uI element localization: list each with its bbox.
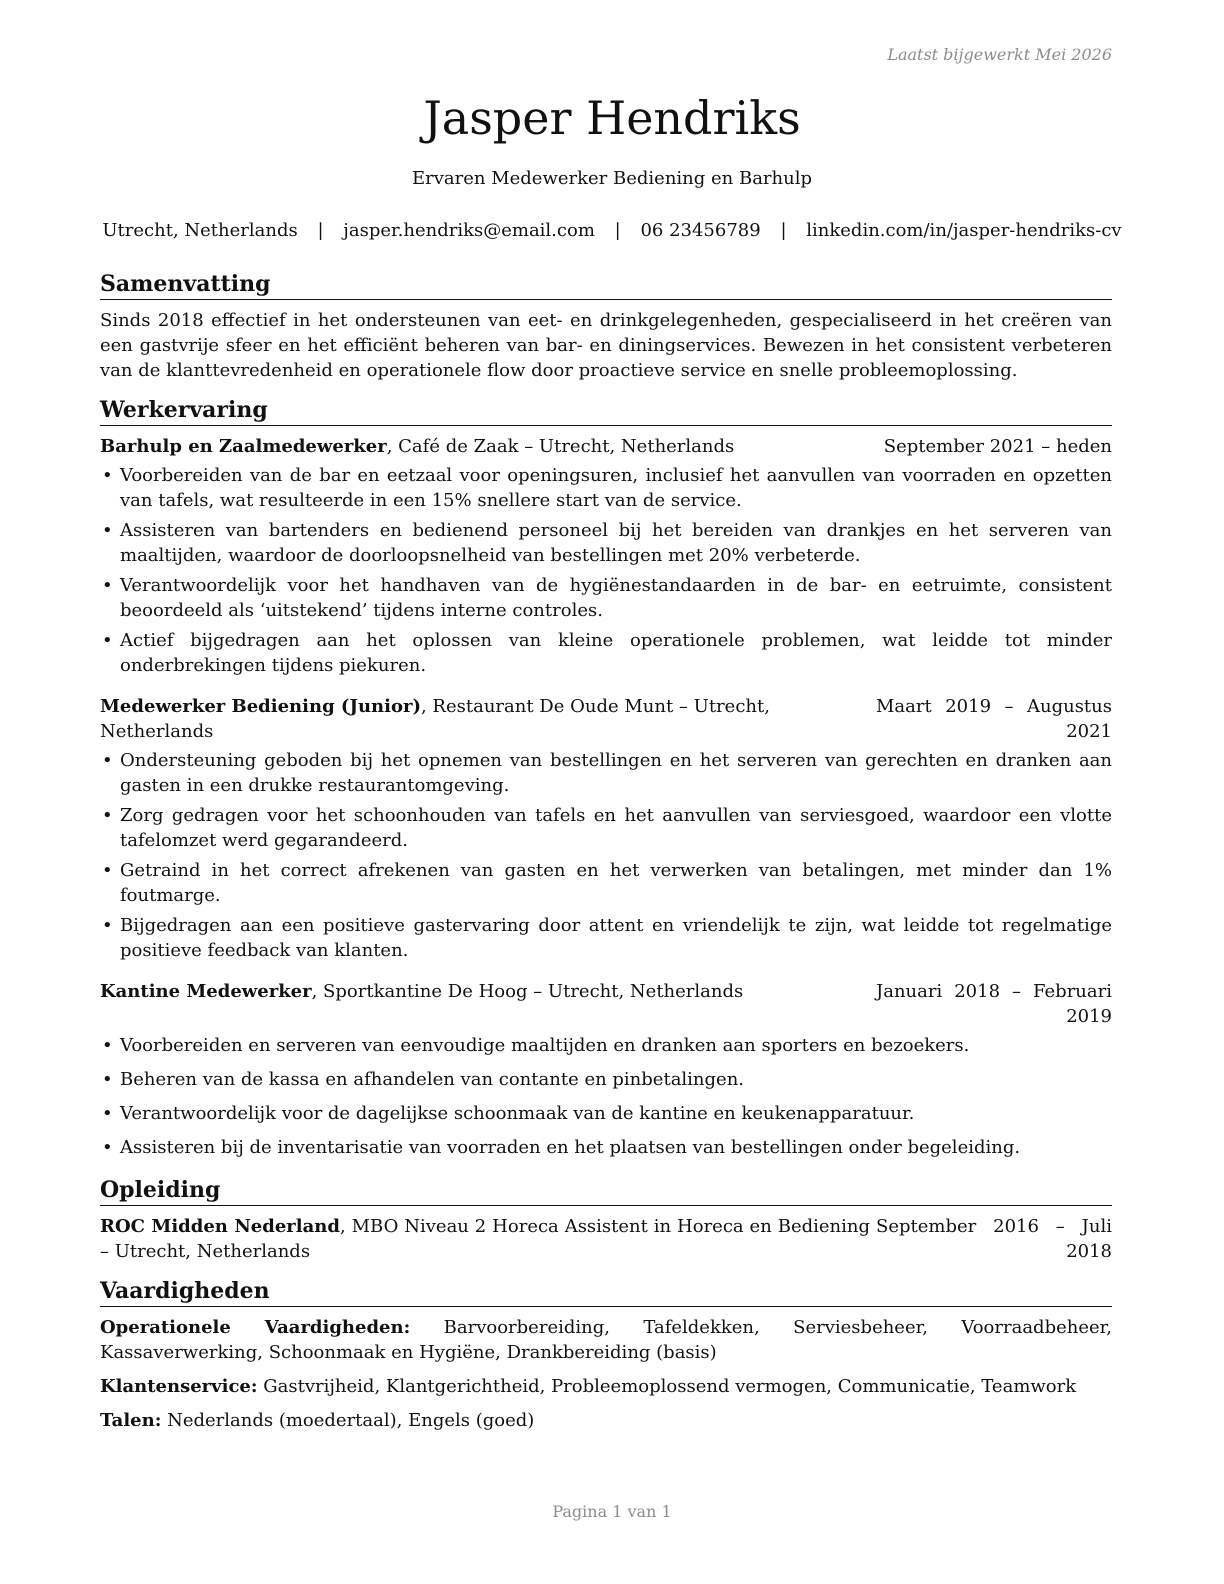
education-institution: ROC Midden Nederland bbox=[100, 1216, 340, 1237]
job-dates bbox=[876, 694, 1112, 744]
job-title-line bbox=[100, 979, 876, 1004]
contact-separator: | bbox=[614, 220, 621, 241]
contact-linkedin[interactable]: linkedin.com/in/jasper-hendriks-cv bbox=[806, 220, 1122, 241]
skill-label: Klantenservice: bbox=[100, 1376, 258, 1397]
job-company: , Restaurant De Oude Munt – Utrecht, Netherlands bbox=[100, 696, 770, 742]
list-item: • Verantwoordelijk voor het handhaven van de hygiënestandaarden in de bar- en eetruimte, consistent beoordeeld als ‘uitstekend’ tijdens interne controles. bbox=[100, 573, 1112, 623]
job-role: Kantine Medewerker bbox=[100, 981, 312, 1002]
contact-location: Utrecht, Netherlands bbox=[102, 220, 298, 241]
education-section bbox=[100, 1176, 1112, 1264]
contact-separator: | bbox=[317, 220, 324, 241]
job-dates-line2: 2019 bbox=[1066, 1006, 1112, 1027]
list-item: • Voorbereiden van de bar en eetzaal voor openingsuren, inclusief het aanvullen van voorraden en opzetten van tafels, wat resulteerde in een 15% snellere start van de service. bbox=[100, 463, 1112, 513]
skill-label: Operationele Vaardigheden: bbox=[100, 1317, 411, 1338]
skill-line-languages bbox=[100, 1408, 1112, 1433]
skill-value: Barvoorbereiding, Tafeldekken, Serviesbeheer, Voorraadbeheer, Kassaverwerking, Schoonmaak en Hygiëne, Drankbereiding (basis) bbox=[100, 1317, 1113, 1363]
section-title-skills: Vaardigheden bbox=[100, 1277, 1112, 1307]
job-role: Barhulp en Zaalmedewerker bbox=[100, 436, 387, 457]
page-number: Pagina 1 van 1 bbox=[552, 1502, 672, 1521]
list-item: • Verantwoordelijk voor de dagelijkse schoonmaak van de kantine en keukenapparatuur. bbox=[100, 1101, 1112, 1126]
job-dates-line1: Maart 2019 – Augustus bbox=[876, 696, 1112, 717]
contact-phone[interactable]: 06 23456789 bbox=[640, 220, 761, 241]
list-item: • Assisteren van bartenders en bedienend personeel bij het bereiden van drankjes en het serveren van maaltijden, waardoor de doorloopsnelheid van bestellingen met 20% verbeterde. bbox=[100, 518, 1112, 568]
contact-email[interactable]: jasper.hendriks@email.com bbox=[343, 220, 595, 241]
list-item: • Voorbereiden en serveren van eenvoudige maaltijden en dranken aan sporters en bezoekers. bbox=[100, 1033, 1112, 1058]
job-dates-line2: 2021 bbox=[1066, 721, 1112, 742]
section-title-education: Opleiding bbox=[100, 1176, 1112, 1206]
job-dates-line1: Januari 2018 – Februari bbox=[876, 981, 1112, 1002]
education-entry bbox=[100, 1214, 1112, 1264]
resume-content bbox=[100, 270, 1112, 1446]
last-updated-note: Laatst bijgewerkt Mei 2026 bbox=[887, 45, 1112, 64]
contact-separator: | bbox=[780, 220, 787, 241]
job-dates bbox=[876, 979, 1112, 1029]
education-details bbox=[100, 1214, 870, 1264]
job-company: , Sportkantine De Hoog – Utrecht, Netherlands bbox=[311, 981, 744, 1002]
job-entry bbox=[100, 979, 1112, 1160]
section-title-experience: Werkervaring bbox=[100, 396, 1112, 426]
skill-line-customer-service bbox=[100, 1374, 1112, 1399]
skill-line-operational bbox=[100, 1315, 1112, 1365]
job-title-line bbox=[100, 434, 884, 459]
list-item: • Beheren van de kassa en afhandelen van contante en pinbetalingen. bbox=[100, 1067, 1112, 1092]
job-header bbox=[100, 434, 1112, 459]
list-item: • Assisteren bij de inventarisatie van voorraden en het plaatsen van bestellingen onder begeleiding. bbox=[100, 1135, 1112, 1160]
education-program: , MBO Niveau 2 Horeca Assistent in Horeca en Bediening – Utrecht, Netherlands bbox=[100, 1216, 870, 1262]
skills-section bbox=[100, 1277, 1112, 1433]
list-item: • Zorg gedragen voor het schoonhouden van tafels en het aanvullen van serviesgoed, waardoor een vlotte tafelomzet werd gegarandeerd. bbox=[100, 803, 1112, 853]
education-dates-line2: 2018 bbox=[1066, 1241, 1112, 1262]
job-dates: September 2021 – heden bbox=[883, 436, 1112, 457]
list-item: • Ondersteuning geboden bij het opnemen van bestellingen en het serveren van gerechten en dranken aan gasten in een drukke restaurantomgeving. bbox=[100, 748, 1112, 798]
job-company: , Café de Zaak – Utrecht, Netherlands bbox=[386, 436, 735, 457]
skill-value: Gastvrijheid, Klantgerichtheid, Probleemoplossend vermogen, Communicatie, Teamwork bbox=[257, 1376, 1077, 1397]
candidate-name: Jasper Hendriks bbox=[423, 91, 801, 145]
skill-label: Talen: bbox=[100, 1410, 162, 1431]
experience-section bbox=[100, 396, 1112, 1160]
education-dates-line1: September 2016 – Juli bbox=[876, 1216, 1112, 1237]
job-bullets bbox=[100, 748, 1112, 963]
education-dates bbox=[876, 1214, 1112, 1264]
summary-text: Sinds 2018 effectief in het ondersteunen van eet- en drinkgelegenheden, gespecialiseerd in het creëren van een gastvrije sfeer en het efficiënt beheren van bar- en diningservices. Bewezen in het consistent verbeteren van de klanttevredenheid en operationele flow door proactieve service en snelle probleemoplossing. bbox=[100, 310, 1112, 381]
job-header bbox=[100, 979, 1112, 1029]
section-title-summary: Samenvatting bbox=[100, 270, 1112, 300]
job-header bbox=[100, 694, 1112, 744]
summary-section bbox=[100, 270, 1112, 383]
contact-line bbox=[0, 219, 1224, 243]
job-title-line bbox=[100, 694, 876, 744]
list-item: • Actief bijgedragen aan het oplossen van kleine operationele problemen, wat leidde tot minder onderbrekingen tijdens piekuren. bbox=[100, 628, 1112, 678]
job-entry bbox=[100, 694, 1112, 963]
job-role: Medewerker Bediening (Junior) bbox=[100, 696, 421, 717]
job-bullets bbox=[100, 463, 1112, 678]
candidate-subtitle: Ervaren Medewerker Bediening en Barhulp bbox=[411, 168, 813, 189]
skill-value: Nederlands (moedertaal), Engels (goed) bbox=[161, 1410, 535, 1431]
list-item: • Bijgedragen aan een positieve gastervaring door attent en vriendelijk te zijn, wat leidde tot regelmatige positieve feedback van klanten. bbox=[100, 913, 1112, 963]
list-item: • Getraind in het correct afrekenen van gasten en het verwerken van betalingen, met minder dan 1% foutmarge. bbox=[100, 858, 1112, 908]
job-entry bbox=[100, 434, 1112, 678]
job-bullets bbox=[100, 1033, 1112, 1160]
